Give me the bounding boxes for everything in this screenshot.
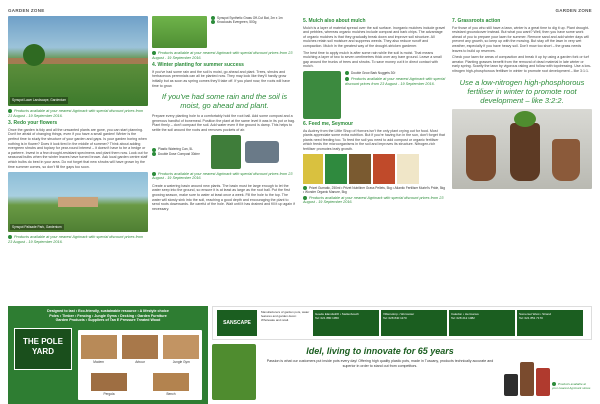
contact-block (313, 310, 379, 336)
fertiliser-bag-image (373, 154, 395, 184)
contact-block (517, 310, 583, 336)
tree-shape (23, 44, 45, 66)
product-label: Synspot Synthetic Grass Off-Cut Bat, 2m x 1m (217, 16, 283, 20)
body-text-2: Check your lawn for areas of compaction and break it up by using a garden fork or turf aerator. Planting grasses benefit from the removal of dead material in late winter or early spring. Scarify the lawn by vigorous raking and follow with topdressing. Use a low-nitrogen high-phosphorous fertiliser in winter to promote root development – like 3:1:1. (452, 55, 592, 73)
page-header-left: GARDEN ZONE (8, 8, 45, 13)
product-item (303, 186, 446, 194)
product-thumb (81, 335, 117, 364)
product-label: Prizet Gumatic, 250ml • Prizet Nutriliner Grass Pellets, 5kg • Atlantic Fertiliser Muriel's Pride, 5kg • Wonder Organic Manure, 5kg (303, 185, 446, 194)
pot-shape (510, 123, 540, 181)
watering-can-image (245, 141, 279, 163)
contact-tel: Tel: 028 212 1082 (451, 316, 475, 320)
compost-bag-image (211, 135, 241, 169)
bullet-icon (152, 148, 156, 152)
agrimark-icon (152, 51, 156, 55)
promo-label: Products available at your nearest Agrimark with special discount prices from 23 August - 19 September 2016. (345, 77, 446, 86)
bullet-icon (211, 20, 215, 24)
pot-shape (504, 374, 518, 396)
agrimark-icon (152, 172, 156, 176)
body-text-3: As Audrey from the Little Shop of Horrors isn't the only plant crying out for food. Most plants appreciate some extra nutrition. But if you're having fun in the sun, don't forget that plants need feeding too. To feed the soil you need to add compost or organic fertiliser which feeds the microorganisms in the soil and improves its structure. Nitrogen-rich fertiliser promotes leafy growth. (303, 128, 445, 151)
idel-pots (504, 346, 550, 396)
promo-text-2 (8, 235, 148, 244)
park-photo (8, 172, 148, 232)
product-row-2 (152, 135, 297, 169)
body-text: If you've had some rain and the soil is moist, go ahead and plant. Trees, shrubs and herbaceous perennials can all be planted now. They may look like they'll hardly grow initially but as soon as spring comes they'll take off. If you plant now, the roots will have time to grow. (152, 69, 291, 88)
photo-caption: Synspot Lawn Landscape, Gardenium (12, 98, 67, 103)
contact-block (449, 310, 515, 336)
product-item (152, 152, 207, 156)
pots-photo (452, 109, 592, 189)
contact-name: Caledon • Hermanus (451, 312, 479, 316)
product-label: Jungle Gym (172, 359, 190, 364)
bullet-icon (152, 152, 156, 156)
fertiliser-bag-image (325, 154, 347, 184)
promo-label: Products available at your nearest Agrimark with special discount prices from 23 August - 19 September 2016. (303, 195, 444, 205)
pole-yard-ad (8, 306, 208, 404)
column-2 (152, 16, 297, 213)
fertiliser-bag-image (397, 154, 419, 184)
pole-yard-taglines (8, 306, 208, 323)
sanscape-ad (212, 306, 592, 340)
fertiliser-bag-image (349, 154, 371, 184)
product-thumb (122, 335, 158, 364)
contact-tel: Tel: 021 851 7170 (519, 316, 543, 320)
promo-text (345, 77, 446, 86)
pull-quote: If you've had some rain and the soil is moist, go ahead and plant. (161, 92, 288, 111)
contact-name: Somerset West • Strand (519, 312, 552, 316)
pot-shape (520, 362, 534, 396)
wood-product-image (153, 373, 189, 391)
wood-product-image (91, 373, 127, 391)
contact-name: Villiersdorp • Worcester (383, 312, 415, 316)
promo-text-2 (152, 172, 297, 181)
section-heading: 4. Winter planting for summer success (152, 62, 244, 69)
agrimark-icon (8, 235, 12, 239)
column-4 (452, 16, 592, 189)
body-text-2: The best time to apply mulch is after some rain while the soil is moist. That means mulching a layer of two to seven centimetres thick over any bare ground. Leave a small gap around the trunks of trees and shrubs. To save money cut it in direct contact with mulch. (303, 50, 442, 69)
product-row (152, 16, 297, 48)
column-1 (8, 16, 148, 244)
agrimark-icon (345, 77, 349, 81)
body-text: Mulch is a layer of material spread over the soil surface. Inorganic mulches include gravel and pebbles, whereas organic mulches include compost and bark chips. The advantage of organic mulches is that they gradually break down and improve soil structure. All mulches retain soil moisture and suppress weeds. They also reduce runoff and compaction. Mulch in the greatest way of the drought-stricken gardener. (303, 25, 446, 48)
product-label: Pergola (103, 391, 115, 396)
fertiliser-images (303, 154, 446, 184)
product-thumb (153, 373, 189, 396)
body-text: Once the garden is tidy and all the unwanted plants are gone, you can start planning. Don't be afraid of changing things, even if you have a small garden! Winter is the perfect time to study the structure of your garden and gaps. Is your garden boring when nothing is in flower? Does it look tired in the middle of summer? Think about adding evergreen shrubs and topiary for year-round interest – it doesn't have to be a hedge or a parterre. Invest in a few drought-resistant specimens and plant them now. Look out for seasonal bulbs when the winter leaves have turned brown. Ask local garden centre staff which bulbs do best in your area. Do not forget that new shrubs will have grown by the time summer comes, so don't fill the gaps too soon. (8, 127, 148, 169)
product-label: Arbour (135, 359, 145, 364)
pole-yard-products (78, 330, 202, 400)
pot-shape (552, 139, 580, 181)
product-thumb (91, 373, 127, 396)
product-label: Modern (93, 359, 105, 364)
product-item (345, 71, 446, 75)
product-info (345, 71, 446, 86)
body-text-3: Create a watering basin around new plants. The basin must be large enough to let the water seep into the ground, so ensure it is at least as large as the root ball. Put the first growing season, make sure to water at least once a week. Fill the hole to the top. The water will slowly sink into the soil, reaching a good depth and encouraging the plant to send roots downwards. Be careful of the hole. Wait until it has drained and fill it up again if necessary. (152, 183, 295, 211)
plant-shape (514, 111, 536, 127)
idel-title: Idel, living to innovate for 65 years (306, 346, 454, 356)
promo-label: Products available at your nearest Agrimark with special discount prices from 23 August - 19 September 2016. (152, 171, 293, 181)
promo-label: Products available at your nearest Agrimark with special discount prices from 23 August - 19 September 2016. (8, 235, 144, 244)
promo-label: Products available at your nearest Agrimark with special discount prices from 23 August - 19 September 2016. (8, 109, 144, 118)
idel-promo (552, 382, 592, 390)
column-3 (303, 16, 446, 205)
idel-subtitle: Passion is what our customers put inside pots every day! Offering high quality plastic pots, made in Tuscany, products technically accurate and superior in order to stand out from competitors. (266, 359, 494, 368)
bark-nuggets-bag-image (303, 71, 341, 119)
contact-name: Goede Elandsdrift • Stellenbosch (315, 312, 359, 316)
contact-block (381, 310, 447, 336)
wood-product-image (81, 335, 117, 359)
product-list (211, 16, 283, 24)
bullet-icon (345, 71, 349, 75)
promo-text (152, 51, 297, 60)
product-label: Bench (166, 391, 176, 396)
product-label: Knockouts Evergreen, 500g (217, 20, 257, 25)
contact-blocks (313, 310, 583, 336)
promo-text (8, 109, 148, 118)
tagline: Poles • Timber • Fencing • Jungle Gyms • Decking • Garden Furniture (49, 313, 167, 318)
promo-label: Products available at your nearest Agrimark stores (552, 381, 591, 390)
lawn-photo (8, 16, 148, 106)
idel-pot-image (212, 344, 256, 400)
idel-text (260, 346, 500, 368)
section-heading: 7. Grassroots action (452, 18, 501, 24)
product-label: Double Dose Compost 30dm³ (158, 151, 200, 156)
tagline: Garden Products • Suppliers of Tan E Pressure Treated Wood (55, 318, 161, 322)
section-heading: 5. Mulch also about mulch (303, 18, 366, 24)
pole-yard-logo: THE POLE YARD (14, 328, 72, 370)
bench-shape (58, 197, 98, 207)
body-text: For those of you who still have a lawn, winter is a great time to dig it up. Plant drought-resistant groundcover instead. But what you want? Well, then you have some work ahead of you to prepare your lawn for summer. Remove sand and add winter days will prevent any growth, so keep up with the mowing. But stay off the lawn in very wet weather, especially if you have heavy soil. Don't mow too short – the grass needs leaves to build up reserves. (452, 25, 590, 53)
page-header-right: GARDEN ZONE (555, 8, 592, 13)
promo-label: Products available at your nearest Agrimark with special discount prices from 23 August - 19 September 2016. (152, 51, 293, 60)
product-label: Double Grow Bark Nuggets 30ℓ (351, 70, 396, 75)
tagline: Designed to last • Eco-friendly, sustainable resource • A lifestyle choice (47, 309, 169, 313)
agrimark-icon (303, 196, 307, 200)
product-row (303, 71, 446, 119)
agrimark-icon (8, 109, 12, 113)
fertiliser-bag-image (303, 154, 323, 184)
product-list-2 (152, 147, 207, 155)
pot-shape (536, 368, 550, 396)
wood-product-image (122, 335, 158, 359)
section-heading-2: 6. Feed me, Seymour (303, 120, 354, 127)
wood-product-image (163, 335, 199, 359)
pull-quote: Use a low-nitrogen high-phosphorous fertiliser in winter to promote root development – like 3:2:2. (459, 77, 585, 105)
product-thumb (163, 335, 199, 364)
promo-text-2 (303, 196, 446, 205)
pot-shape (466, 135, 496, 181)
section-heading: 3. Redo your flowers (8, 120, 58, 127)
contact-tel: Tel: 021 880 1950 (315, 316, 339, 320)
body-text-2: Prepare every planting hole to a comfortably hold the root ball. Add some compost and a generous handful of bonemeal. Position the plant at the same level it was in its pot or bag. Plant firmly – don't compact the soil. Add water even if the ground is damp. This helps to settle the soil around the roots and removes pockets of air. (152, 114, 296, 132)
contact-tel: Tel: 028 840 1170 (383, 316, 407, 320)
product-label: Plastic Watering Can, 5L (158, 147, 193, 152)
idel-ad (212, 342, 592, 404)
sanscape-logo: SANSCAPE (217, 310, 257, 336)
product-item (211, 20, 283, 24)
synthetic-grass-image (152, 16, 207, 48)
sanscape-description: Manufacturers of garden pots, water features and garden decor. Wholesale and retail. (261, 310, 310, 322)
photo-caption-2: Synspot Palisade Park, Gardenium (12, 224, 62, 229)
